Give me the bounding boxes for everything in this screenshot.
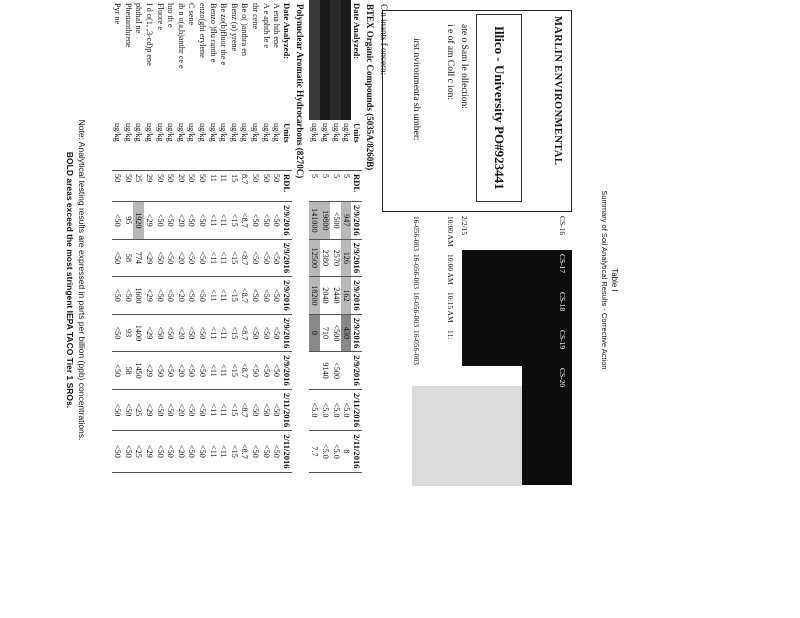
rdl: 50 — [250, 171, 261, 202]
units: ug/kg — [165, 120, 176, 171]
result-value: 774 — [133, 239, 144, 277]
result-value: <15 — [228, 314, 239, 352]
analyte-name: ib n o(a,h)anthr ce e — [176, 3, 186, 69]
units: ug/kg — [112, 120, 123, 171]
result-value: <50 — [165, 389, 176, 430]
result-value: <50 — [250, 277, 261, 315]
result-value: <25 — [133, 431, 144, 472]
result-value: <20 — [175, 431, 186, 472]
result-value: <50 — [186, 202, 197, 240]
lab-number: 16-056-003 — [412, 292, 421, 327]
analyte-name: A ena hth ene — [272, 3, 282, 48]
collection-date-label: ate o Sam le ollection: — [459, 24, 469, 109]
result-value: <50 — [260, 431, 271, 472]
table-row — [250, 0, 261, 472]
result-value: <50 — [250, 431, 261, 472]
table-row: ug/kg 5 <500 2570 2440 <500 <500 <5.0 <5.0 — [330, 0, 341, 472]
result-value: <8.7 — [239, 431, 250, 472]
analyte-name: Be zo(b)fluor the e — [219, 3, 229, 66]
result-value: <50 — [250, 202, 261, 240]
sample-date: 2/9/16 — [460, 254, 469, 274]
result-value: <15 — [228, 431, 239, 472]
rdl: 50 — [165, 171, 176, 202]
note-line-1: Note: Analytical testing results are expressed in parts per billion (ppb) concentrations. — [77, 119, 87, 441]
result-value: <50 — [186, 389, 197, 430]
result-value: <50 — [154, 314, 165, 352]
result-value: 58 — [123, 239, 134, 277]
result-value: <50 — [197, 431, 208, 472]
result-value: <50 — [260, 389, 271, 430]
result-value: <8.7 — [239, 389, 250, 430]
analyte-name: C sene — [187, 3, 197, 26]
result-value: <11 — [218, 202, 229, 240]
result-value: <50 — [112, 431, 123, 472]
result-value: <50 — [197, 352, 208, 390]
lab-number: 16-056-003 — [412, 330, 421, 365]
analyte-name: thr cene — [251, 3, 261, 30]
units: ug/kg — [197, 120, 208, 171]
table-row — [165, 0, 176, 472]
units: ug/kg — [123, 120, 134, 171]
result-value: <50 — [271, 389, 282, 430]
result-value: <11 — [207, 431, 218, 472]
result-value: <50 — [271, 352, 282, 390]
rdl: 50 — [186, 171, 197, 202]
units: ug/kg — [186, 120, 197, 171]
table-row — [123, 0, 134, 472]
result-value: <50 — [154, 389, 165, 430]
result-value: <50 — [154, 202, 165, 240]
result-value: <50 — [165, 352, 176, 390]
result-value: <29 — [144, 277, 155, 315]
btex-header-row: Date Analyzed: Units RDL 2/9/2016 2/9/2016 2/9/2016 2/9/2016 2/9/2016 2/11/2016 2/11/2016 — [351, 0, 362, 472]
result-value: <11 — [218, 389, 229, 430]
result-value: <50 — [165, 277, 176, 315]
analyte-name: Pyr ne — [113, 3, 123, 25]
result-value: <50 — [112, 202, 123, 240]
table-row: ug/kg 5 947 126 162 430 <5.0 8 — [341, 0, 352, 472]
result-value: <25 — [133, 389, 144, 430]
result-value: <15 — [228, 389, 239, 430]
result-value: 1450 — [133, 352, 144, 390]
note-line-2: BOLD areas exceed the most stringent IEPA TACO Tier 1 SROs. — [65, 151, 75, 409]
analyte-name: Be o( )anthra en — [240, 3, 250, 56]
result-value: <29 — [144, 239, 155, 277]
table-row — [144, 0, 155, 472]
analyte-name: enzo(ghi erylene — [198, 3, 208, 58]
pah-table — [112, 0, 292, 473]
table-row — [133, 0, 144, 472]
analyte-name: A e aphth le e — [261, 3, 271, 49]
result-value: <50 — [250, 389, 261, 430]
result-value: <20 — [175, 277, 186, 315]
result-value: <8.7 — [239, 277, 250, 315]
analyte-name: luo th e — [166, 3, 176, 28]
lab-number: 16-056-003 — [412, 216, 421, 251]
table-row — [271, 0, 282, 472]
result-value: 95 — [123, 202, 134, 240]
result-value: <50 — [186, 239, 197, 277]
rotated-document — [60, 0, 619, 560]
analyte-name: Benz (a) yrene — [229, 3, 239, 52]
result-value: <50 — [165, 314, 176, 352]
result-value: <8.7 — [239, 352, 250, 390]
result-value: <50 — [197, 202, 208, 240]
rdl: 11 — [218, 171, 229, 202]
units: ug/kg — [239, 120, 250, 171]
sample-time: 10:15 AM — [446, 292, 455, 323]
analyte-name: Fluore e — [155, 3, 165, 31]
result-value: <29 — [144, 431, 155, 472]
result-value: <29 — [144, 352, 155, 390]
result-value: <20 — [175, 202, 186, 240]
units: ug/kg — [228, 120, 239, 171]
result-value: <50 — [197, 314, 208, 352]
result-value: <50 — [271, 202, 282, 240]
result-value: <50 — [154, 277, 165, 315]
units: ug/kg — [207, 120, 218, 171]
btex-section-title: BTEX Organic Compounds (5035A/8260B) — [365, 4, 375, 171]
result-value: <11 — [207, 239, 218, 277]
result-value: <50 — [260, 239, 271, 277]
result-value: <50 — [271, 239, 282, 277]
sample-time: 11: — [446, 330, 455, 340]
units: ug/kg — [175, 120, 186, 171]
result-value: <11 — [207, 314, 218, 352]
sample-id: CS-20 — [558, 368, 567, 388]
result-value: <50 — [123, 389, 134, 430]
result-value: <11 — [218, 431, 229, 472]
table-row — [112, 0, 123, 472]
table-row — [186, 0, 197, 472]
sample-time: 10:00 AM — [446, 254, 455, 285]
result-value: <50 — [260, 277, 271, 315]
result-value: <50 — [123, 277, 134, 315]
result-value: <29 — [144, 202, 155, 240]
btex-table — [309, 0, 362, 473]
result-value: <50 — [186, 277, 197, 315]
rdl: 8.7 — [239, 171, 250, 202]
result-value: <50 — [112, 277, 123, 315]
table-subtitle: Summary of Soil Analytical Results - Corrective Action — [600, 190, 609, 370]
analyte-name: Phenanthrene — [123, 3, 133, 48]
table-row: ug/kg 5 141000 12500 18200 0 <5.0 7.7 — [309, 0, 320, 472]
result-value: <11 — [218, 239, 229, 277]
units: ug/kg — [260, 120, 271, 171]
rdl: 50 — [112, 171, 123, 202]
result-value: 1920 — [133, 202, 144, 240]
rdl: 15 — [228, 171, 239, 202]
table-row — [207, 0, 218, 472]
result-value: <11 — [207, 389, 218, 430]
result-value: <20 — [175, 352, 186, 390]
shaded-columns — [412, 386, 522, 486]
result-value: 1400 — [133, 314, 144, 352]
analyte-name: Benzo )flu ranth e — [208, 3, 218, 63]
result-value: <50 — [165, 431, 176, 472]
result-value: <11 — [218, 314, 229, 352]
lab-number-label: irst nvironmenta sh umber: — [411, 38, 421, 141]
result-value: <50 — [165, 202, 176, 240]
sample-id: CS-16 — [558, 216, 567, 236]
result-value: <50 — [260, 202, 271, 240]
result-value: <50 — [154, 352, 165, 390]
result-value: <50 — [271, 431, 282, 472]
result-value: <50 — [271, 314, 282, 352]
result-value: <50 — [197, 389, 208, 430]
result-value: <50 — [250, 314, 261, 352]
table-row: ug/kg 5 19800 2380 2040 710 9140 <5.0 <5.0 — [320, 0, 331, 472]
result-value: <50 — [271, 277, 282, 315]
units: ug/kg — [271, 120, 282, 171]
result-value: <11 — [207, 277, 218, 315]
rdl: 29 — [144, 171, 155, 202]
sample-id: CS-17 — [558, 254, 567, 274]
result-value: <20 — [175, 239, 186, 277]
table-row — [218, 0, 229, 472]
result-value: <50 — [250, 239, 261, 277]
result-value: <50 — [112, 389, 123, 430]
rdl: 20 — [175, 171, 186, 202]
rdl: 50 — [197, 171, 208, 202]
result-value: <50 — [165, 239, 176, 277]
collection-time-label: i e of am Coll c ion: — [445, 24, 455, 100]
result-value: <50 — [260, 314, 271, 352]
rdl: 25 — [133, 171, 144, 202]
table-row — [197, 0, 208, 472]
result-value: <50 — [112, 352, 123, 390]
result-value: <8.7 — [239, 202, 250, 240]
result-value: <20 — [175, 389, 186, 430]
sample-time: 10:00 AM — [446, 216, 455, 247]
result-value: <50 — [186, 431, 197, 472]
result-value: <50 — [112, 239, 123, 277]
company-name: MARLIN ENVIRONMENTAL — [552, 16, 563, 166]
rdl: 11 — [207, 171, 218, 202]
rdl: 50 — [154, 171, 165, 202]
table-row — [260, 0, 271, 472]
analyte-name: phthal ne — [134, 3, 144, 34]
result-value: <15 — [228, 352, 239, 390]
result-value: 1600 — [133, 277, 144, 315]
units: ug/kg — [133, 120, 144, 171]
units: ug/kg — [154, 120, 165, 171]
result-value: <50 — [186, 352, 197, 390]
redacted-block — [462, 250, 522, 366]
result-value: <50 — [112, 314, 123, 352]
units: ug/kg — [144, 120, 155, 171]
result-value: <50 — [197, 277, 208, 315]
table-row — [154, 0, 165, 472]
sample-date: 2/2/15 — [460, 216, 469, 236]
result-value: <29 — [144, 389, 155, 430]
result-value: <50 — [186, 314, 197, 352]
rdl: 50 — [260, 171, 271, 202]
project-name: Illico - University PO#923441 — [492, 26, 507, 190]
result-value: <50 — [197, 239, 208, 277]
rdl: 50 — [271, 171, 282, 202]
result-value: <11 — [207, 202, 218, 240]
lab-number: 16-056-003 — [412, 254, 421, 289]
result-value: <15 — [228, 277, 239, 315]
analyte-name: I d o(1, ,3-cd)p ene — [145, 3, 155, 66]
result-value: <11 — [218, 277, 229, 315]
result-value: 58 — [123, 352, 134, 390]
sample-id: CS-19 — [558, 330, 567, 350]
pah-header-row: Date Analyzed: Units RDL 2/9/2016 2/9/2016 2/9/2016 2/9/2016 2/9/2016 2/11/2016 2/11/2016 — [281, 0, 292, 472]
sample-id: CS-18 — [558, 292, 567, 312]
table-row — [228, 0, 239, 472]
result-value: <8.7 — [239, 239, 250, 277]
result-value: 93 — [123, 314, 134, 352]
result-value: <15 — [228, 202, 239, 240]
result-value: <50 — [154, 431, 165, 472]
result-value: <50 — [250, 352, 261, 390]
contaminants-label: C n inants f oncern: — [379, 4, 389, 75]
units: ug/kg — [218, 120, 229, 171]
table-row — [175, 0, 186, 472]
result-value: <50 — [154, 239, 165, 277]
result-value: <50 — [123, 431, 134, 472]
result-value: <50 — [260, 352, 271, 390]
sample-date: 2/9/16 — [460, 292, 469, 312]
rdl: 50 — [123, 171, 134, 202]
result-value: <15 — [228, 239, 239, 277]
result-value: <20 — [175, 314, 186, 352]
table-row — [239, 0, 250, 472]
result-value: <29 — [144, 314, 155, 352]
result-value: <11 — [218, 352, 229, 390]
units: ug/kg — [250, 120, 261, 171]
result-value: <11 — [207, 352, 218, 390]
pah-section-title: Polynuclear Aromatic Hydrocarbons (8270C) — [295, 4, 305, 179]
table-title: Table I — [610, 268, 619, 292]
result-value: <8.7 — [239, 314, 250, 352]
